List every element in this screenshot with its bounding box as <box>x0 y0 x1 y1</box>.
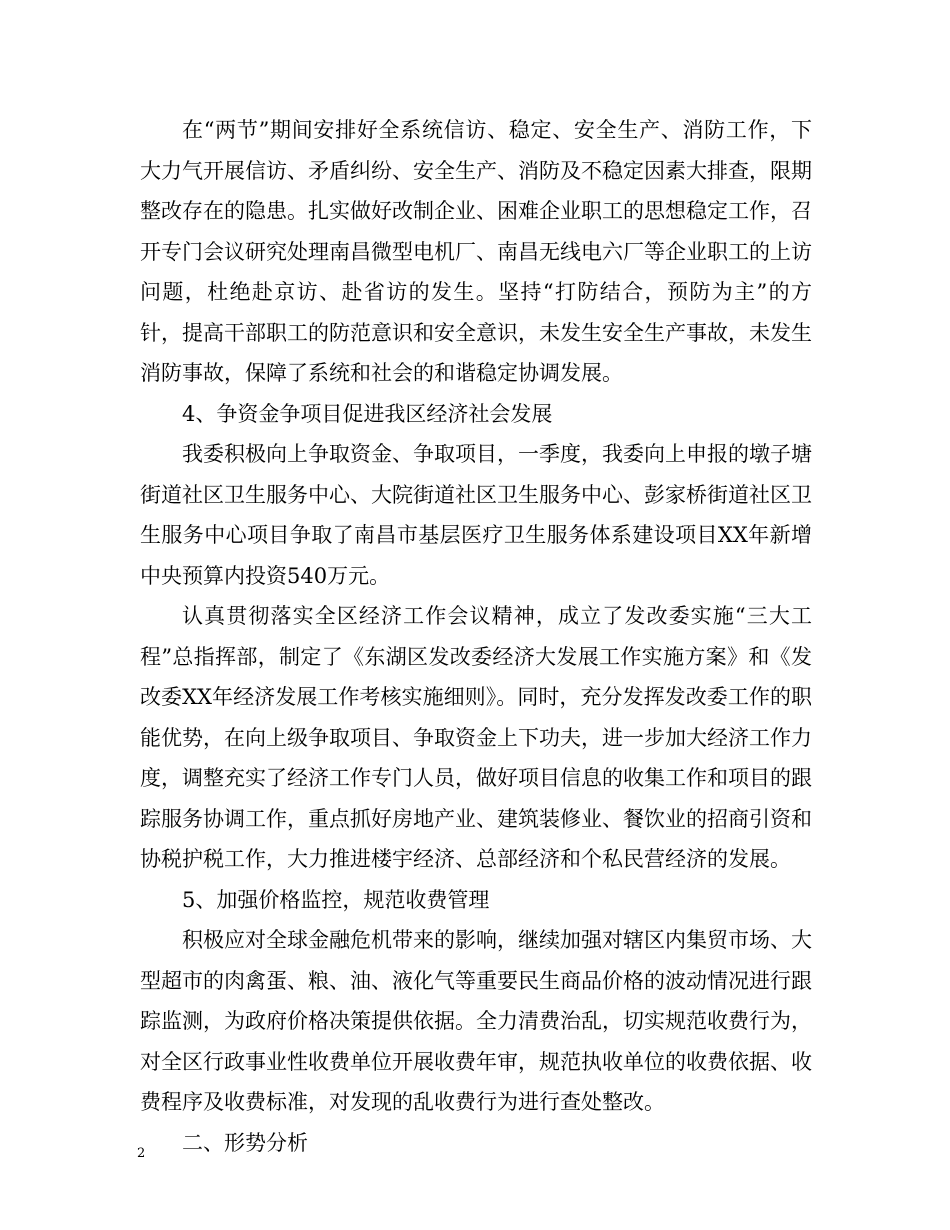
document-body <box>140 110 812 1163</box>
page-number: 2 <box>137 1146 146 1161</box>
paragraph-economic-work: 认真贯彻落实全区经济工作会议精神，成立了发改委实施“三大工程”总指挥部，制定了《东湖区发改委经济大发展工作实施方案》和《发改委XX年经济发展工作考核实施细则》。同时，充分发挥发改委工作的职能优势，在向上级争取项目、争取资金上下功夫，进一步加大经济工作力度，调整充实了经济工作专门人员，做好项目信息的收集工作和项目的跟踪服务协调工作，重点抓好房地产业、建筑装修业、餐饮业的招商引资和协税护税工作，大力推进楼宇经济、总部经济和个私民营经济的发展。 <box>140 604 812 871</box>
section-heading-price-control: 5、加强价格监控，规范收费管理 <box>182 887 490 912</box>
paragraph-stability-work: 在“两节”期间安排好全系统信访、稳定、安全生产、消防工作，下大力气开展信访、矛盾纠纷、安全生产、消防及不稳定因素大排查，限期整改存在的隐患。扎实做好改制企业、困难企业职工的思想稳定工作，召开专门会议研究处理南昌微型电机厂、南昌无线电六厂等企业职工的上访问题，杜绝赴京访、赴省访的发生。坚持“打防结合，预防为主”的方针，提高干部职工的防范意识和安全意识，未发生安全生产事故，未发生消防事故，保障了系统和社会的和谐稳定协调发展。 <box>140 118 812 385</box>
section-heading-funds-projects: 4、争资金争项目促进我区经济社会发展 <box>182 401 553 426</box>
paragraph-price-monitoring: 积极应对全球金融危机带来的影响，继续加强对辖区内集贸市场、大型超市的肉禽蛋、粮、油、液化气等重要民生商品价格的波动情况进行跟踪监测，为政府价格决策提供依据。全力清费治乱，切实规范收费行为，对全区行政事业性收费单位开展收费年审，规范执收单位的收费依据、收费程序及收费标准，对发现的乱收费行为进行查处整改。 <box>140 928 812 1114</box>
paragraph-funds-applications: 我委积极向上争取资金、争取项目，一季度，我委向上申报的墩子塘街道社区卫生服务中心、大院街道社区卫生服务中心、彭家桥街道社区卫生服务中心项目争取了南昌市基层医疗卫生服务体系建设项目XX年新增中央预算内投资540万元。 <box>140 442 812 588</box>
section-heading-situation-analysis: 二、形势分析 <box>182 1130 308 1155</box>
